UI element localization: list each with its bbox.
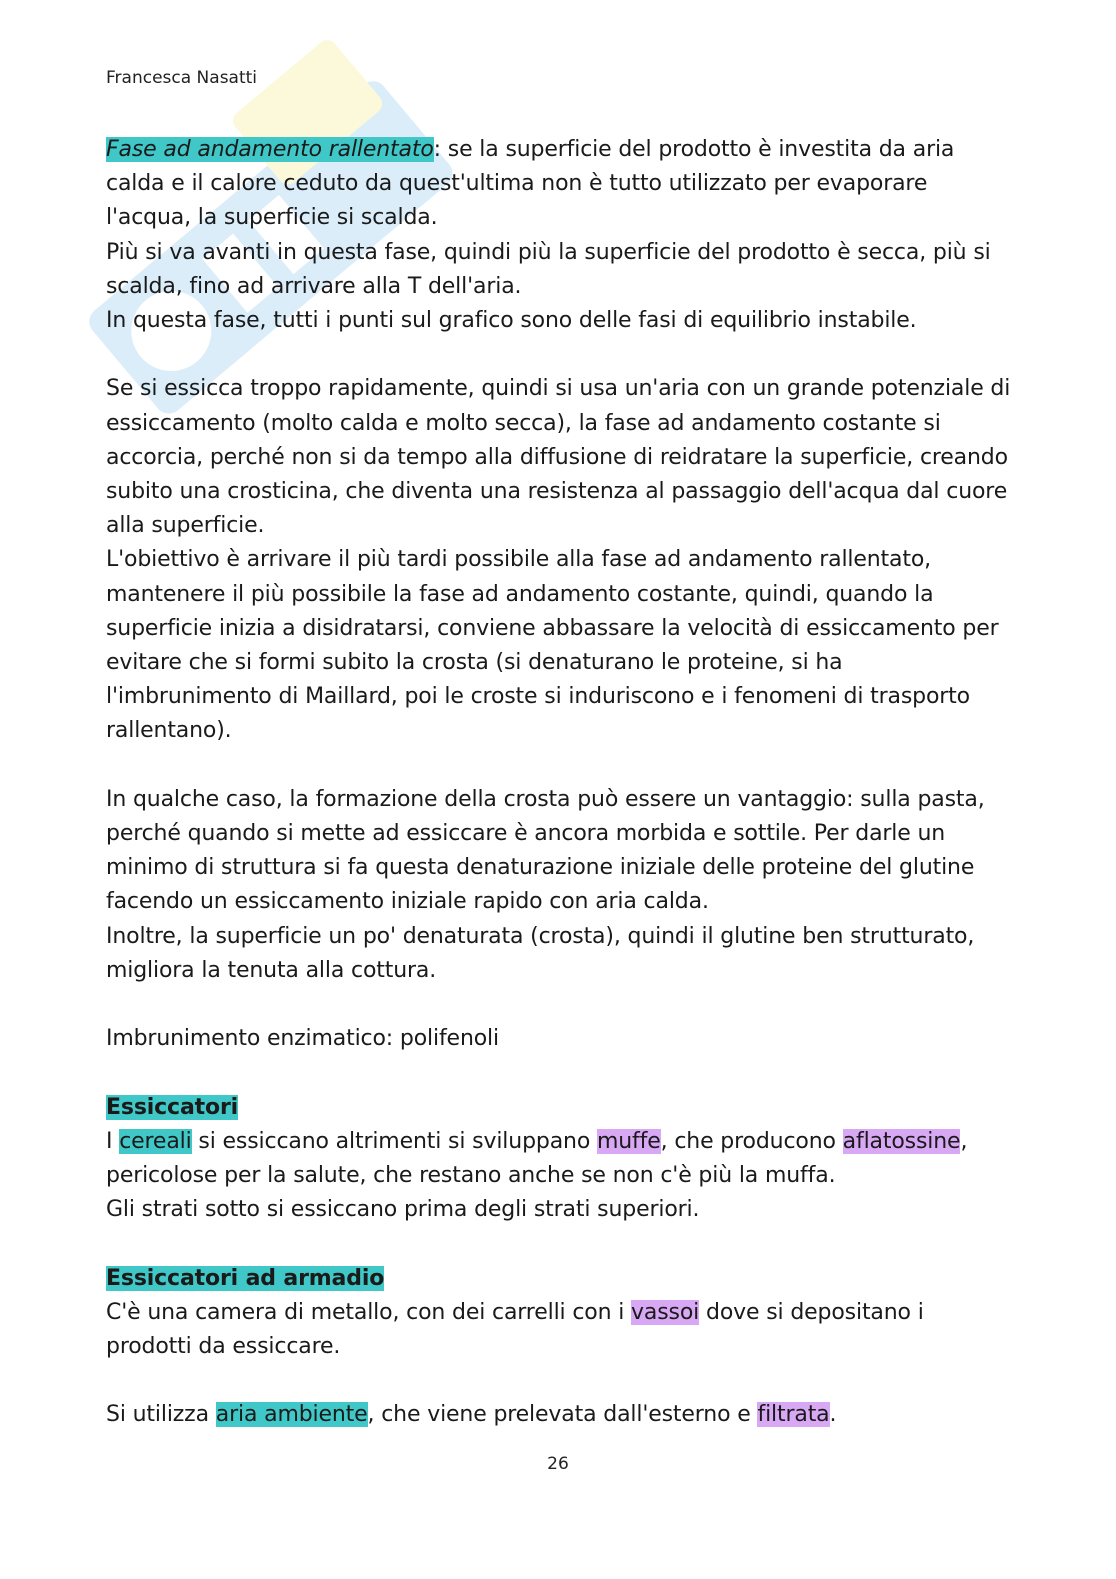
paragraph: Gli strati sotto si essiccano prima degli strati superiori. — [106, 1197, 700, 1223]
paragraph: Più si va avanti in questa fase, quindi più la superficie del prodotto è secca, più si scalda, fino ad arrivare alla T dell'aria. — [106, 239, 991, 299]
paragraph: L'obiettivo è arrivare il più tardi possibile alla fase ad andamento rallentato, mantenere il più possibile la fase ad andamento costante, quindi, quando la superficie inizia a disidratarsi, conviene abbassare la velocità di essiccamento per evitare che si formi subito la crosta (si denaturano le proteine, si ha l'imbrunimento di Maillard, poi le croste si induriscono e i fenomeni di trasporto rallentano). — [106, 547, 999, 744]
document-body — [106, 133, 1011, 1433]
highlighted-term: filtrata — [757, 1402, 830, 1428]
paragraph: Si utilizza aria ambiente, che viene prelevata dall'esterno e filtrata. — [106, 1402, 837, 1428]
section-heading: Essiccatori — [106, 1094, 239, 1120]
highlighted-term: aria ambiente — [215, 1402, 368, 1428]
paragraph: Se si essicca troppo rapidamente, quindi si usa un'aria con un grande potenziale di essiccamento (molto calda e molto secca), la fase ad andamento costante si accorcia, perché non si da tempo alla diffusione di reidratare la superficie, creando subito una crosticina, che diventa una resistenza al passaggio dell'acqua dal cuore alla superficie. — [106, 376, 1011, 539]
page-header-author: Francesca Nasatti — [106, 68, 258, 88]
section-heading: Essiccatori ad armadio — [106, 1265, 385, 1291]
paragraph: Inoltre, la superficie un po' denaturata (crosta), quindi il glutine ben strutturato, migliora la tenuta alla cottura. — [106, 923, 975, 983]
highlighted-term: cereali — [119, 1128, 192, 1154]
paragraph: I cereali si essiccano altrimenti si sviluppano muffe, che producono aflatossine, pericolose per la salute, che restano anche se non c'è più la muffa. — [106, 1128, 968, 1189]
page-number: 26 — [547, 1454, 569, 1474]
highlighted-term: aflatossine — [842, 1128, 961, 1154]
paragraph: Fase ad andamento rallentato: se la superficie del prodotto è investita da aria calda e il calore ceduto da quest'ultima non è tutto utilizzato per evaporare l'acqua, la superficie si scalda. — [106, 137, 955, 231]
paragraph: Imbrunimento enzimatico: polifenoli — [106, 1026, 499, 1052]
highlighted-term: muffe — [596, 1128, 661, 1154]
paragraph: In qualche caso, la formazione della crosta può essere un vantaggio: sulla pasta, perché quando si mette ad essiccare è ancora morbida e sottile. Per darle un minimo di struttura si fa questa denaturazione iniziale delle proteine del glutine facendo un essiccamento iniziale rapido con aria calda. — [106, 786, 985, 915]
paragraph: In questa fase, tutti i punti sul grafico sono delle fasi di equilibrio instabile. — [106, 308, 917, 334]
paragraph: C'è una camera di metallo, con dei carrelli con i vassoi dove si depositano i prodotti da essiccare. — [106, 1299, 924, 1360]
highlighted-term: vassoi — [631, 1299, 700, 1325]
highlighted-term: Fase ad andamento rallentato — [106, 137, 434, 162]
